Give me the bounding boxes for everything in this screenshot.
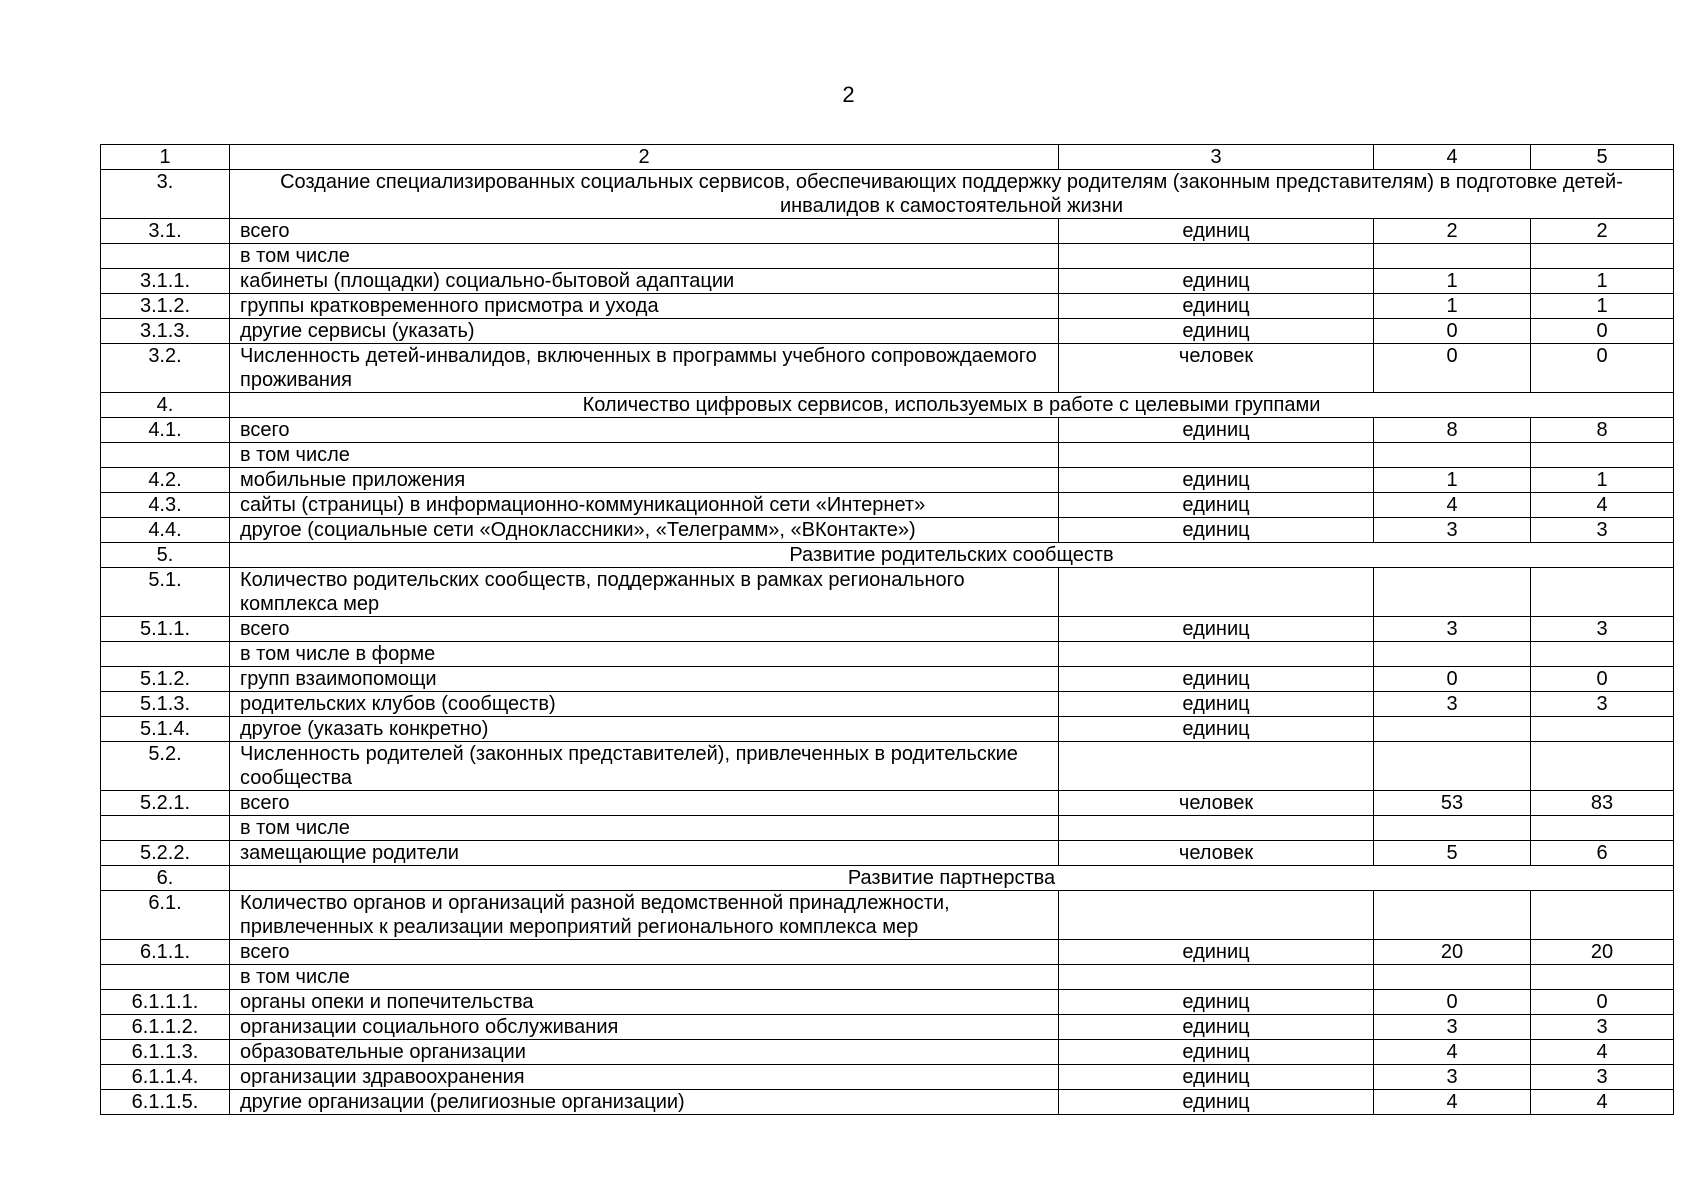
section-row (101, 543, 1674, 568)
row-value-col5 (1531, 891, 1674, 940)
row-label: всего (230, 940, 1059, 965)
table-row (101, 940, 1674, 965)
row-label: в том числе (230, 443, 1059, 468)
row-unit: единиц (1059, 219, 1374, 244)
table-header-row (101, 145, 1674, 170)
row-label: в том числе (230, 816, 1059, 841)
row-value-col4 (1374, 642, 1531, 667)
row-value-col5 (1531, 742, 1674, 791)
row-number: 5.1.2. (101, 667, 230, 692)
section-number: 5. (101, 543, 230, 568)
table-row (101, 742, 1674, 791)
row-label: в том числе (230, 244, 1059, 269)
row-number (101, 965, 230, 990)
row-value-col4: 3 (1374, 1065, 1531, 1090)
row-value-col4: 0 (1374, 667, 1531, 692)
row-unit: единиц (1059, 717, 1374, 742)
table-row (101, 816, 1674, 841)
row-value-col4: 3 (1374, 518, 1531, 543)
row-unit (1059, 568, 1374, 617)
row-number (101, 816, 230, 841)
row-number: 3.2. (101, 344, 230, 393)
row-value-col4: 4 (1374, 1090, 1531, 1115)
row-value-col5 (1531, 443, 1674, 468)
table-row (101, 294, 1674, 319)
table-row (101, 219, 1674, 244)
table-row (101, 617, 1674, 642)
row-value-col4: 4 (1374, 493, 1531, 518)
section-number: 3. (101, 170, 230, 219)
row-value-col4 (1374, 965, 1531, 990)
row-label: в том числе в форме (230, 642, 1059, 667)
row-number: 6.1.1.3. (101, 1040, 230, 1065)
row-value-col4 (1374, 568, 1531, 617)
row-value-col5: 3 (1531, 692, 1674, 717)
row-unit (1059, 244, 1374, 269)
row-number: 3.1. (101, 219, 230, 244)
row-number: 5.1.4. (101, 717, 230, 742)
section-number: 4. (101, 393, 230, 418)
row-value-col5: 4 (1531, 1090, 1674, 1115)
row-value-col5: 3 (1531, 617, 1674, 642)
row-value-col4: 3 (1374, 1015, 1531, 1040)
row-value-col4 (1374, 717, 1531, 742)
row-label: другое (указать конкретно) (230, 717, 1059, 742)
table-row (101, 344, 1674, 393)
row-value-col5: 0 (1531, 344, 1674, 393)
table-row (101, 642, 1674, 667)
row-value-col5: 2 (1531, 219, 1674, 244)
row-unit (1059, 742, 1374, 791)
row-unit: единиц (1059, 617, 1374, 642)
row-value-col5: 3 (1531, 518, 1674, 543)
row-number: 6.1.1.1. (101, 990, 230, 1015)
row-label: другое (социальные сети «Одноклассники», «Телеграмм», «ВКонтакте») (230, 518, 1059, 543)
row-value-col4 (1374, 742, 1531, 791)
table-row (101, 891, 1674, 940)
row-value-col5: 0 (1531, 990, 1674, 1015)
row-label: другие организации (религиозные организации) (230, 1090, 1059, 1115)
row-value-col4: 1 (1374, 294, 1531, 319)
row-label: группы кратковременного присмотра и ухода (230, 294, 1059, 319)
row-label: замещающие родители (230, 841, 1059, 866)
row-label: родительских клубов (сообществ) (230, 692, 1059, 717)
table-row (101, 990, 1674, 1015)
row-number: 4.1. (101, 418, 230, 443)
indicators-table (100, 144, 1674, 1115)
table-row (101, 493, 1674, 518)
row-unit (1059, 642, 1374, 667)
row-number: 5.2. (101, 742, 230, 791)
row-label: органы опеки и попечительства (230, 990, 1059, 1015)
row-label: другие сервисы (указать) (230, 319, 1059, 344)
table-row (101, 1040, 1674, 1065)
row-number (101, 244, 230, 269)
table-row (101, 568, 1674, 617)
row-unit: единиц (1059, 493, 1374, 518)
row-value-col4 (1374, 891, 1531, 940)
section-title: Развитие родительских сообществ (230, 543, 1674, 568)
row-value-col5 (1531, 965, 1674, 990)
row-number: 5.1.3. (101, 692, 230, 717)
row-value-col4: 4 (1374, 1040, 1531, 1065)
section-title: Создание специализированных социальных сервисов, обеспечивающих поддержку родителям (законным представителям) в подготовке детей-инвалидов к самостоятельной жизни (230, 170, 1674, 219)
table-row (101, 1065, 1674, 1090)
row-value-col4: 1 (1374, 468, 1531, 493)
row-number (101, 443, 230, 468)
row-value-col5: 3 (1531, 1015, 1674, 1040)
row-unit: единиц (1059, 1015, 1374, 1040)
section-title: Развитие партнерства (230, 866, 1674, 891)
table-row (101, 244, 1674, 269)
table-row (101, 319, 1674, 344)
row-unit: единиц (1059, 269, 1374, 294)
row-label: мобильные приложения (230, 468, 1059, 493)
row-number: 6.1.1. (101, 940, 230, 965)
row-number: 4.4. (101, 518, 230, 543)
row-label: Количество органов и организаций разной ведомственной принадлежности, привлеченных к реализации мероприятий регионального комплекса мер (230, 891, 1059, 940)
row-value-col5: 3 (1531, 1065, 1674, 1090)
table-row (101, 667, 1674, 692)
table-row (101, 443, 1674, 468)
row-value-col5: 83 (1531, 791, 1674, 816)
row-value-col5 (1531, 244, 1674, 269)
header-cell-3: 3 (1059, 145, 1374, 170)
section-row (101, 170, 1674, 219)
row-unit (1059, 965, 1374, 990)
row-unit: человек (1059, 841, 1374, 866)
header-cell-4: 4 (1374, 145, 1531, 170)
row-unit: единиц (1059, 667, 1374, 692)
row-value-col4: 20 (1374, 940, 1531, 965)
row-value-col5: 0 (1531, 319, 1674, 344)
row-unit: единиц (1059, 940, 1374, 965)
row-number: 3.1.3. (101, 319, 230, 344)
table-row (101, 518, 1674, 543)
row-unit: единиц (1059, 1040, 1374, 1065)
row-unit: единиц (1059, 294, 1374, 319)
row-label: в том числе (230, 965, 1059, 990)
row-unit: единиц (1059, 692, 1374, 717)
row-label: всего (230, 219, 1059, 244)
row-number: 3.1.2. (101, 294, 230, 319)
row-unit: единиц (1059, 1090, 1374, 1115)
row-unit: единиц (1059, 518, 1374, 543)
table-row (101, 965, 1674, 990)
table-row (101, 269, 1674, 294)
row-number: 5.2.2. (101, 841, 230, 866)
row-label: образовательные организации (230, 1040, 1059, 1065)
row-value-col5: 1 (1531, 269, 1674, 294)
section-title: Количество цифровых сервисов, используемых в работе с целевыми группами (230, 393, 1674, 418)
row-unit: единиц (1059, 418, 1374, 443)
row-number: 6.1. (101, 891, 230, 940)
row-label: всего (230, 617, 1059, 642)
row-label: Численность детей-инвалидов, включенных в программы учебного сопровождаемого проживания (230, 344, 1059, 393)
row-number: 5.1. (101, 568, 230, 617)
row-label: Численность родителей (законных представителей), привлеченных в родительские сообщества (230, 742, 1059, 791)
table-row (101, 418, 1674, 443)
table-row (101, 717, 1674, 742)
table-row (101, 841, 1674, 866)
row-label: организации здравоохранения (230, 1065, 1059, 1090)
row-number: 6.1.1.2. (101, 1015, 230, 1040)
page-number: 2 (842, 82, 855, 107)
row-value-col5: 4 (1531, 493, 1674, 518)
row-number (101, 642, 230, 667)
row-value-col4: 0 (1374, 990, 1531, 1015)
row-number: 5.2.1. (101, 791, 230, 816)
row-value-col4: 2 (1374, 219, 1531, 244)
row-number: 4.3. (101, 493, 230, 518)
row-unit: единиц (1059, 468, 1374, 493)
section-number: 6. (101, 866, 230, 891)
table-row (101, 692, 1674, 717)
row-value-col5: 0 (1531, 667, 1674, 692)
row-unit: единиц (1059, 990, 1374, 1015)
row-value-col5: 20 (1531, 940, 1674, 965)
row-label: групп взаимопомощи (230, 667, 1059, 692)
table-row (101, 1090, 1674, 1115)
table-row (101, 1015, 1674, 1040)
row-value-col5: 8 (1531, 418, 1674, 443)
row-value-col4 (1374, 816, 1531, 841)
row-value-col5 (1531, 717, 1674, 742)
row-number: 3.1.1. (101, 269, 230, 294)
row-label: Количество родительских сообществ, поддержанных в рамках регионального комплекса мер (230, 568, 1059, 617)
row-label: организации социального обслуживания (230, 1015, 1059, 1040)
row-unit: человек (1059, 344, 1374, 393)
row-unit (1059, 891, 1374, 940)
row-value-col5: 1 (1531, 294, 1674, 319)
table-row (101, 791, 1674, 816)
row-value-col5: 6 (1531, 841, 1674, 866)
section-row (101, 866, 1674, 891)
row-unit (1059, 816, 1374, 841)
row-value-col5 (1531, 816, 1674, 841)
row-number: 4.2. (101, 468, 230, 493)
row-value-col4 (1374, 244, 1531, 269)
row-value-col4: 53 (1374, 791, 1531, 816)
header-cell-1: 1 (101, 145, 230, 170)
row-value-col4: 3 (1374, 692, 1531, 717)
row-value-col5: 4 (1531, 1040, 1674, 1065)
row-label: кабинеты (площадки) социально-бытовой адаптации (230, 269, 1059, 294)
row-value-col4: 1 (1374, 269, 1531, 294)
row-value-col4 (1374, 443, 1531, 468)
row-label: сайты (страницы) в информационно-коммуникационной сети «Интернет» (230, 493, 1059, 518)
row-value-col4: 0 (1374, 319, 1531, 344)
row-unit: человек (1059, 791, 1374, 816)
row-number: 6.1.1.4. (101, 1065, 230, 1090)
row-value-col4: 0 (1374, 344, 1531, 393)
row-label: всего (230, 791, 1059, 816)
row-label: всего (230, 418, 1059, 443)
row-unit: единиц (1059, 319, 1374, 344)
row-value-col5 (1531, 642, 1674, 667)
table-row (101, 468, 1674, 493)
header-cell-2: 2 (230, 145, 1059, 170)
row-number: 5.1.1. (101, 617, 230, 642)
row-unit (1059, 443, 1374, 468)
row-value-col4: 8 (1374, 418, 1531, 443)
row-number: 6.1.1.5. (101, 1090, 230, 1115)
section-row (101, 393, 1674, 418)
row-value-col5 (1531, 568, 1674, 617)
row-value-col4: 5 (1374, 841, 1531, 866)
row-value-col5: 1 (1531, 468, 1674, 493)
row-unit: единиц (1059, 1065, 1374, 1090)
header-cell-5: 5 (1531, 145, 1674, 170)
row-value-col4: 3 (1374, 617, 1531, 642)
